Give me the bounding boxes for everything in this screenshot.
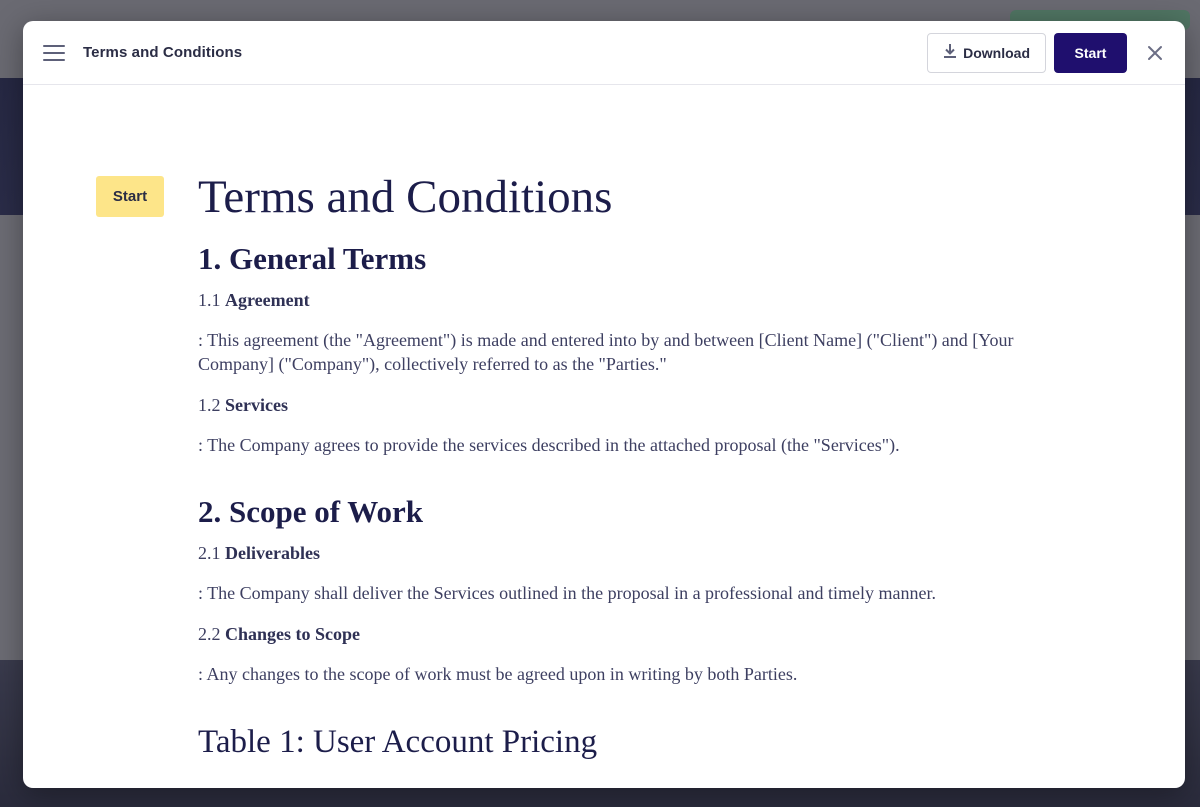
modal-title: Terms and Conditions bbox=[83, 44, 243, 61]
section-heading: 1. General Terms bbox=[198, 241, 427, 276]
document-preview-modal bbox=[23, 21, 1185, 788]
subsection-heading bbox=[198, 393, 1018, 417]
download-icon bbox=[943, 43, 957, 62]
modal-header bbox=[23, 21, 1185, 85]
document-content bbox=[198, 167, 1018, 765]
subsection-heading bbox=[198, 288, 1018, 312]
subsection-number: 2.2 bbox=[198, 624, 221, 644]
subsection-number: 1.2 bbox=[198, 395, 221, 415]
download-button[interactable] bbox=[927, 33, 1046, 73]
download-label: Download bbox=[963, 44, 1030, 61]
paragraph: : The Company shall deliver the Services outlined in the proposal in a professional and timely manner. bbox=[198, 583, 936, 603]
subsection-heading bbox=[198, 622, 1018, 646]
section-heading: 2. Scope of Work bbox=[198, 494, 424, 529]
close-icon[interactable] bbox=[1145, 43, 1165, 63]
subsection-label: Agreement bbox=[225, 290, 310, 310]
paragraph: : Any changes to the scope of work must be agreed upon in writing by both Parties. bbox=[198, 664, 798, 684]
subsection-label: Changes to Scope bbox=[225, 624, 361, 644]
document-title: Terms and Conditions bbox=[198, 171, 613, 223]
paragraph: : The Company agrees to provide the services described in the attached proposal (the "Services"). bbox=[198, 435, 900, 455]
subsection-label: Services bbox=[225, 395, 288, 415]
start-button[interactable]: Start bbox=[1054, 33, 1127, 73]
menu-icon[interactable] bbox=[43, 45, 65, 61]
paragraph: : This agreement (the "Agreement") is made and entered into by and between [Client Name] ("Client") and [Your Company] ("Company"), collectively referred to as the "Parties." bbox=[198, 330, 1014, 374]
table-heading: Table 1: User Account Pricing bbox=[198, 724, 598, 760]
subsection-heading bbox=[198, 541, 1018, 565]
subsection-label: Deliverables bbox=[225, 543, 320, 563]
subsection-number: 2.1 bbox=[198, 543, 221, 563]
start-tag[interactable]: Start bbox=[96, 176, 164, 217]
subsection-number: 1.1 bbox=[198, 290, 221, 310]
document-body bbox=[23, 85, 1185, 788]
